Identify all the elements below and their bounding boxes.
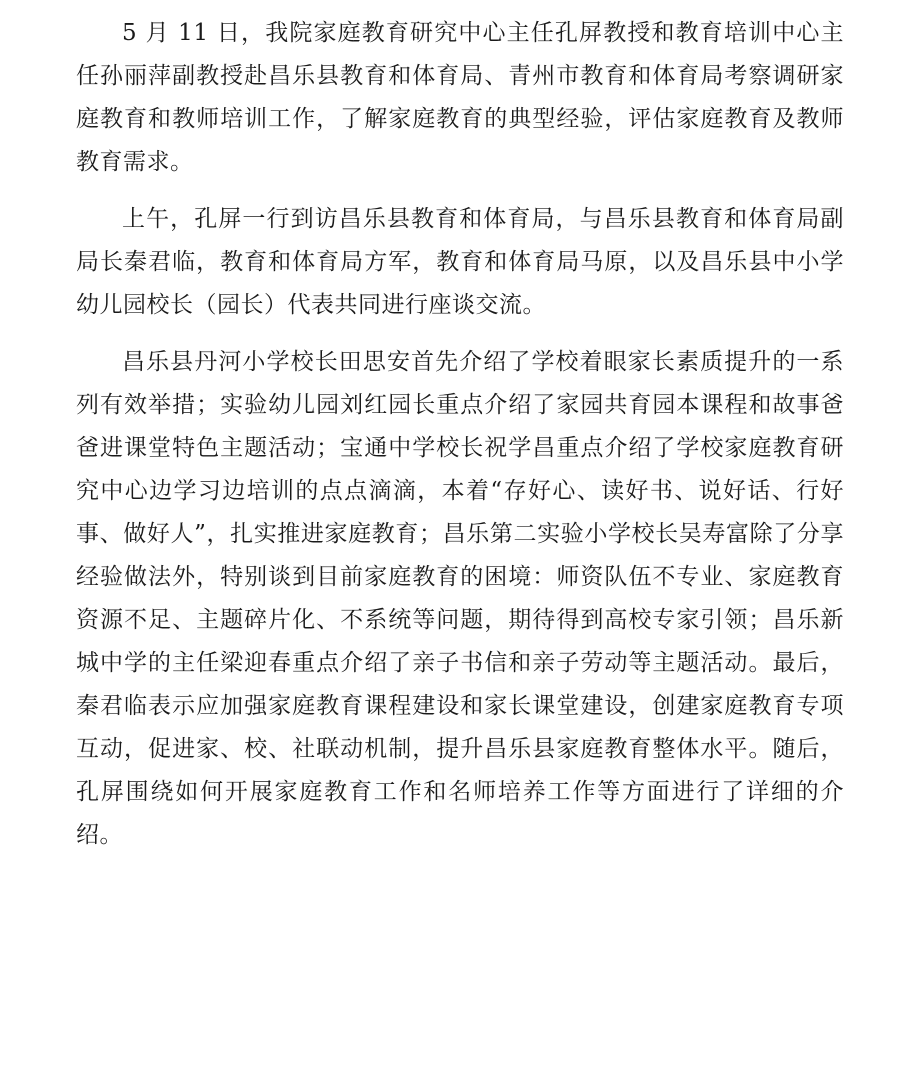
paragraph-morning-visit: 上午，孔屏一行到访昌乐县教育和体育局，与昌乐县教育和体育局副局长秦君临，教育和体育局方军，教育和体育局马原，以及昌乐县中小学幼儿园校长（园长）代表共同进行座谈交流。 bbox=[76, 206, 844, 318]
paragraph-school-reports: 昌乐县丹河小学校长田思安首先介绍了学校着眼家长素质提升的一系列有效举措；实验幼儿园刘红园长重点介绍了家园共育园本课程和故事爸爸进课堂特色主题活动；宝通中学校长祝学昌重点介绍了学校家庭教育研究中心边学习边培训的点点滴滴，本着“存好心、读好书、说好话、行好事、做好人”，扎实推进家庭教育；昌乐第二实验小学校长吴寿富除了分享经验做法外，特别谈到目前家庭教育的困境：师资队伍不专业、家庭教育资源不足、主题碎片化、不系统等问题，期待得到高校专家引领；昌乐新城中学的主任梁迎春重点介绍了亲子书信和亲子劳动等主题活动。最后，秦君临表示应加强家庭教育课程建设和家长课堂建设，创建家庭教育专项互动，促进家、校、社联动机制，提升昌乐县家庭教育整体水平。随后，孔屏围绕如何开展家庭教育工作和名师培养工作等方面进行了详细的介绍。 bbox=[76, 349, 844, 848]
paragraph-intro: 5 月 11 日，我院家庭教育研究中心主任孔屏教授和教育培训中心主任孙丽萍副教授赴昌乐县教育和体育局、青州市教育和体育局考察调研家庭教育和教师培训工作，了解家庭教育的典型经验，评估家庭教育及教师教育需求。 bbox=[76, 20, 844, 175]
document-body bbox=[76, 12, 844, 871]
